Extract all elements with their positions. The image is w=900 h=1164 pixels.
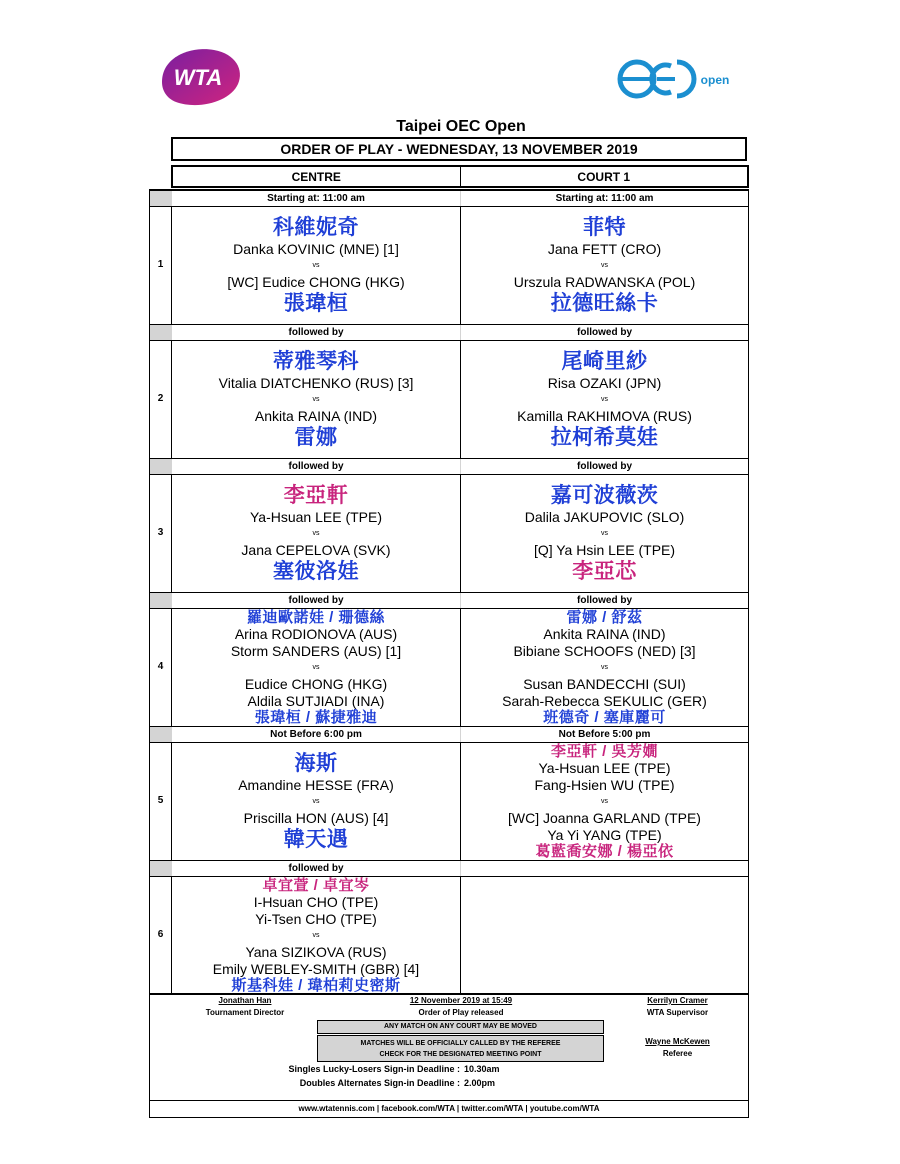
versus-label: vs [312,931,320,939]
player-name: Ankita RAINA (IND) [254,407,378,424]
chinese-name-top: 海斯 [294,751,338,775]
supervisor-name: Kerrilyn Cramer [647,996,708,1005]
chinese-name-bottom: 雷娜 [294,425,338,449]
player-name: Susan BANDECCHI (SUI) [523,675,686,692]
chinese-name-bottom: 張瑋桓 [283,291,349,315]
centre-band-label: Not Before 6:00 pm [172,727,460,742]
court1-match-cell [461,475,748,592]
chinese-name-top: 羅迪歐諾娃 / 珊德絲 [246,608,385,626]
court1-band-label: followed by [461,593,748,608]
versus-label: vs [601,529,608,537]
player-name: Ya-Hsuan LEE (TPE) [249,508,382,525]
centre-match-cell [172,341,460,458]
centre-match-cell [172,207,460,324]
versus-label: vs [312,797,320,805]
centre-match-cell [172,609,460,726]
versus-label: vs [312,261,320,269]
web-links: www.wtatennis.com | facebook.com/WTA | twitter.com/WTA | youtube.com/WTA [150,1100,748,1117]
court1-band-label: Not Before 5:00 pm [461,727,748,742]
player-name: Yi-Tsen CHO (TPE) [255,910,377,927]
player-name: Arina RODIONOVA (AUS) [234,625,398,642]
alternates-time: 2.00pm [464,1078,496,1088]
player-name: Priscilla HON (AUS) [4] [243,809,389,826]
match-number: 2 [157,392,164,404]
versus-label: vs [601,797,608,805]
referee-role: Referee [662,1049,693,1058]
chinese-name-bottom: 張瑋桓 / 蘇捷雅迪 [254,708,378,726]
notice-moved: ANY MATCH ON ANY COURT MAY BE MOVED [317,1020,604,1034]
notice-called-line1: MATCHES WILL BE OFFICIALLY CALLED BY THE REFEREE [360,1040,561,1047]
match-number: 3 [157,526,164,538]
player-name: Vitalia DIATCHENKO (RUS) [3] [218,374,414,391]
chinese-name-bottom: 塞彼洛娃 [273,559,359,583]
match-number: 5 [157,794,164,806]
director-name: Jonathan Han [218,996,272,1005]
chinese-name-top: 科維妮奇 [273,215,359,239]
player-name: Aldila SUTJIADI (INA) [247,692,385,709]
court1-match-cell [461,207,748,324]
centre-band-label: followed by [172,325,460,340]
schedule-grid [149,189,749,994]
footer [149,994,749,1118]
player-name: Sarah-Rebecca SEKULIC (GER) [502,692,707,709]
notice-called [317,1035,604,1062]
court-header-court1: COURT 1 [577,170,631,184]
chinese-name-top: 卓宜萱 / 卓宜岑 [262,876,370,894]
player-name: Ankita RAINA (IND) [543,625,666,642]
centre-match-cell [172,743,460,860]
release-time: 12 November 2019 at 15:49 [409,996,513,1005]
player-name: Ya Yi YANG (TPE) [547,826,662,843]
court1-band-label: followed by [461,325,748,340]
chinese-name-top: 李亞軒 [283,483,349,507]
centre-band-label: Starting at: 11:00 am [172,191,460,206]
order-of-play-heading: ORDER OF PLAY - WEDNESDAY, 13 NOVEMBER 2019 [171,137,747,161]
centre-match-cell [172,475,460,592]
player-name: Eudice CHONG (HKG) [244,675,388,692]
svg-text:WTA: WTA [173,65,223,90]
svg-text:open: open [700,73,730,87]
court1-match-cell [461,341,748,458]
player-name: Yana SIZIKOVA (RUS) [245,943,387,960]
player-name: Dalila JAKUPOVIC (SLO) [524,508,685,525]
centre-band-label: followed by [172,861,460,876]
chinese-name-top: 蒂雅琴科 [273,349,359,373]
centre-band-label: followed by [172,459,460,474]
player-name: I-Hsuan CHO (TPE) [253,893,379,910]
chinese-name-bottom: 拉德旺絲卡 [550,291,659,315]
chinese-name-top: 李亞軒 / 吳芳嫺 [550,742,658,760]
director-role: Tournament Director [205,1008,285,1017]
centre-match-cell [172,877,460,994]
notice-called-line2: CHECK FOR THE DESIGNATED MEETING POINT [379,1051,542,1058]
court-header-centre: CENTRE [173,167,461,186]
player-name: Amandine HESSE (FRA) [238,776,394,793]
chinese-name-top: 雷娜 / 舒茲 [566,608,643,626]
wta-logo [152,44,246,110]
player-name: Kamilla RAKHIMOVA (RUS) [517,407,692,424]
court1-band-label: Starting at: 11:00 am [461,191,748,206]
chinese-name-top: 尾崎里紗 [561,349,648,373]
player-name: [WC] Eudice CHONG (HKG) [227,273,405,290]
chinese-name-bottom: 韓天遇 [283,827,349,851]
court1-match-cell [461,609,748,726]
player-name: Danka KOVINIC (MNE) [1] [233,240,399,257]
release-label: Order of Play released [418,1008,504,1017]
court1-match-cell [461,743,748,860]
match-number: 1 [157,258,164,270]
player-name: Risa OZAKI (JPN) [547,374,662,391]
player-name: Emily WEBLEY-SMITH (GBR) [4] [212,960,420,977]
court1-band-label [461,861,748,876]
player-name: [Q] Ya Hsin LEE (TPE) [533,541,676,558]
supervisor-role: WTA Supervisor [646,1008,709,1017]
lucky-loser-time: 10.30am [464,1064,500,1074]
chinese-name-bottom: 葛藍喬安娜 / 楊亞依 [535,842,674,860]
lucky-loser-label: Singles Lucky-Losers Sign-in Deadline : [288,1064,460,1074]
player-name: Jana CEPELOVA (SVK) [241,541,391,558]
versus-label: vs [312,663,320,671]
chinese-name-bottom: 班德奇 / 塞庫麗可 [543,708,666,726]
alternates-label: Doubles Alternates Sign-in Deadline : [299,1078,460,1088]
chinese-name-top: 菲特 [583,215,626,239]
chinese-name-top: 嘉可波薇茨 [550,483,659,507]
player-name: Bibiane SCHOOFS (NED) [3] [513,642,696,659]
match-number: 6 [157,928,164,940]
player-name: Fang-Hsien WU (TPE) [534,776,675,793]
versus-label: vs [601,663,608,671]
versus-label: vs [312,529,320,537]
player-name: Storm SANDERS (AUS) [1] [230,642,402,659]
chinese-name-bottom: 拉柯希莫娃 [550,425,659,449]
chinese-name-bottom: 李亞芯 [572,559,637,583]
referee-name: Wayne McKewen [645,1037,710,1046]
versus-label: vs [601,261,608,269]
player-name: Jana FETT (CRO) [547,240,662,257]
tournament-title: Taipei OEC Open [396,118,526,135]
match-number: 4 [157,660,164,672]
versus-label: vs [601,395,608,403]
versus-label: vs [312,395,320,403]
centre-band-label: followed by [172,593,460,608]
court1-band-label: followed by [461,459,748,474]
court-header-row [171,165,749,188]
player-name: Ya-Hsuan LEE (TPE) [538,759,671,776]
player-name: Urszula RADWANSKA (POL) [513,273,696,290]
oec-logo [615,52,735,108]
player-name: [WC] Joanna GARLAND (TPE) [508,809,701,826]
chinese-name-bottom: 斯基科娃 / 瑋柏莉史密斯 [231,976,401,994]
